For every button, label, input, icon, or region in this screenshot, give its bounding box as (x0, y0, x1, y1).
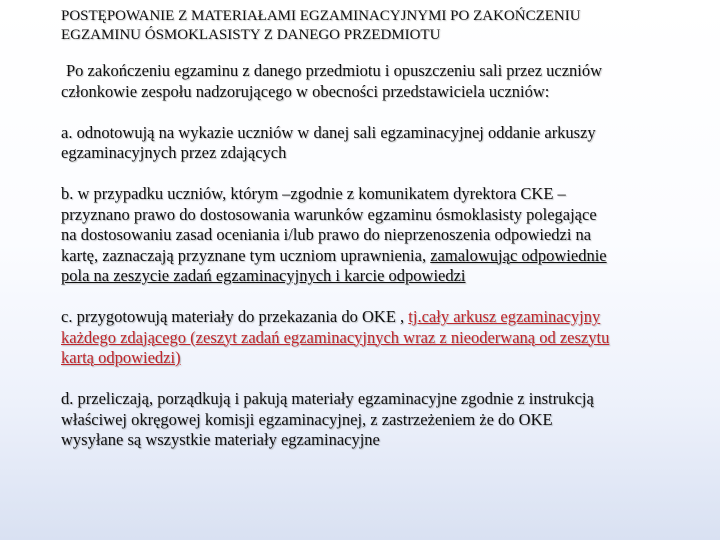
item-c-line-2: każdego zdającego (zeszyt zadań egzaminacyjnych wraz z nieoderwaną od zeszytu (61, 327, 610, 347)
item-b-paragraph (61, 184, 701, 287)
item-a-paragraph (61, 123, 701, 164)
item-b-line-4-underlined: zamalowując odpowiednie (430, 245, 607, 265)
slide-title (61, 7, 701, 45)
item-b-line-4 (61, 246, 701, 267)
item-d-line-2: właściwej okręgowej komisji egzaminacyjnej, z zastrzeżeniem że do OKE (61, 409, 553, 429)
item-b-line-4-text: kartę, zaznaczają przyznane tym uczniom uprawnienia, (61, 245, 431, 265)
item-d-line-1: d. przeliczają, porządkują i pakują materiały egzaminacyjne zgodnie z instrukcją (61, 389, 594, 408)
intro-line-1: Po zakończeniu egzaminu z danego przedmiotu i opuszczeniu sali przez uczniów (66, 61, 603, 80)
intro-line-2: członkowie zespołu nadzorującego w obecności przedstawiciela uczniów: (61, 81, 550, 101)
item-c-line-1 (61, 307, 701, 328)
item-b-line-3: na dostosowaniu zasad oceniania i/lub prawo do nieprzenoszenia odpowiedzi na (61, 225, 592, 244)
item-b-line-2: przyznano prawo do dostosowania warunków egzaminu ósmoklasisty polegające (61, 204, 597, 224)
item-a-line-1: a. odnotowują na wykazie uczniów w danej sali egzaminacyjnej oddanie arkuszy (61, 122, 596, 142)
item-c-line-3: kartą odpowiedzi) (61, 348, 181, 367)
item-c-paragraph (61, 307, 701, 369)
item-d-line-3: wysyłane są wszystkie materiały egzaminacyjne (61, 430, 380, 449)
item-b-line-5: pola na zeszycie zadań egzaminacyjnych i karcie odpowiedzi (61, 266, 466, 285)
item-c-line-1-text: c. przygotowują materiały do przekazania do OKE , (61, 307, 409, 326)
item-d-paragraph (61, 389, 701, 451)
item-c-line-1-highlight: tj.cały arkusz egzaminacyjny (408, 307, 601, 326)
intro-paragraph (61, 61, 701, 102)
item-a-line-2: egzaminacyjnych przez zdających (61, 143, 287, 162)
title-line-2: EGZAMINU ÓSMOKLASISTY Z DANEGO PRZEDMIOTU (61, 27, 441, 43)
item-b-line-1: b. w przypadku uczniów, którym –zgodnie z komunikatem dyrektora CKE – (61, 184, 566, 203)
title-line-1: POSTĘPOWANIE Z MATERIAŁAMI EGZAMINACYJNYMI PO ZAKOŃCZENIU (61, 8, 581, 24)
slide-body (61, 61, 701, 471)
